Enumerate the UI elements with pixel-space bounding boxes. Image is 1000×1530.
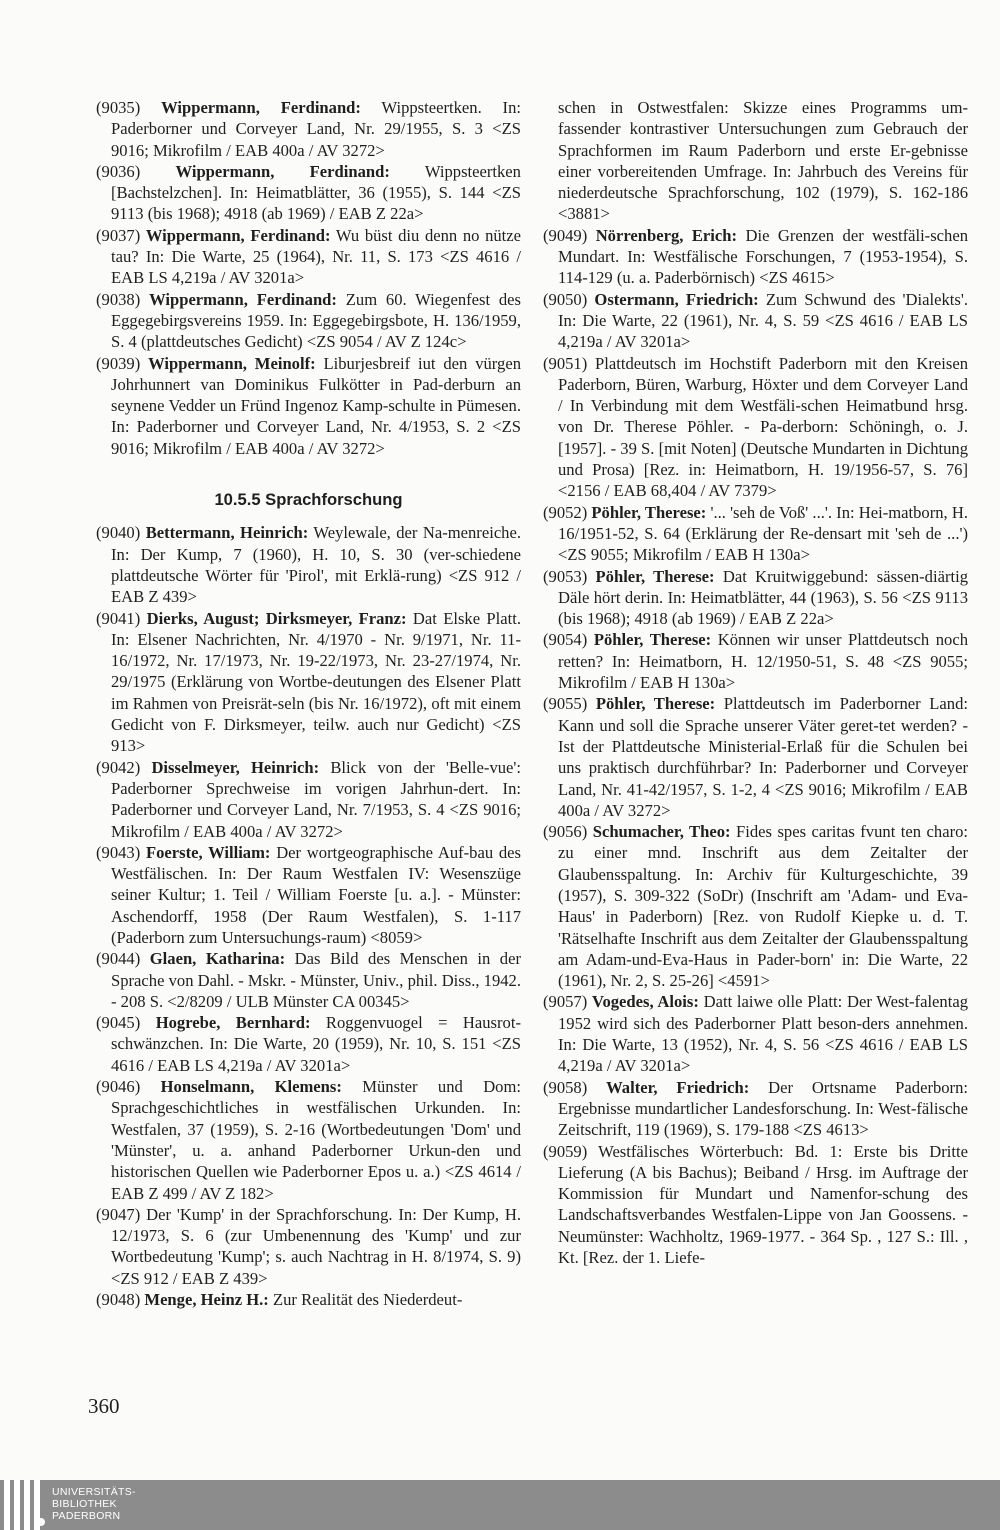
bib-entry-9046: (9046) Honselmann, Klemens: Münster und Dom: Sprachgeschichtliches in westfälischen Urkunden. In: Westfalen, 37 (1959), S. 2-16 (Wortbedeutungen 'Dom' und 'Münster', u. a. anhand Paderborner Urkun-den und historischen Quellen wie Paderborner Epos u. a.) <ZS 4614 / EAB Z 499 / AV Z 182> [96,1077,521,1203]
bib-entry-9053: (9053) Pöhler, Therese: Dat Kruitwiggebund: sässen-diärtig Däle hört derin. In: Heimatblätter, 44 (1963), S. 56 <ZS 9113 (bis 1968); 4918 (ab 1969) / EAB Z 22a> [543,566,968,629]
entry-author: Hogrebe, Bernhard: [155,1013,311,1033]
entry-text: Roggenvuogel = Hausrot-schwänzchen. In: Die Warte, 20 (1959), Nr. 10, S. 151 <ZS 4616 / EAB LS 4,219a / AV 3201a> [111,1013,521,1075]
bib-entry-9039: (9039) Wippermann, Meinolf: Liburjesbreif iut den vürgen Johrhunnert van Dominikus Fulkötter in Pad-derburn an seynene Vedder un Fründ Ingenoz Kamp-schulte in Pümesen. In: Paderborner und Corveyer Land, Nr. 4/1953, S. 2 <ZS 9016; Mikrofilm / EAB 400a / AV 3272> [96,353,521,458]
logo-dot-icon [37,1518,45,1526]
entry-author: Dierks, August; Dirksmeyer, Franz: [146,608,407,628]
entry-author: Disselmeyer, Heinrich: [151,757,320,777]
entry-author: Pöhler, Therese: [593,630,712,650]
entry-text: Weylewale, der Na-menreiche. In: Der Kump, 7 (1960), H. 10, S. 30 (ver-schiedene plattdeutsche Wörter für 'Pirol', mit Erklä-rung) <ZS 912 / EAB Z 439> [111,523,521,607]
entry-text: Dat Kruitwiggebund: sässen-diärtig Däle hört derin. In: Heimatblätter, 44 (1963), S. 56 <ZS 9113 (bis 1968); 4918 (ab 1969) / EAB Z 22a> [558,566,968,629]
entry-text: Der 'Kump' in der Sprachforschung. In: Der Kump, H. 12/1973, S. 6 (zur Umbenennung des 'Kump' und zur Wortbedeutung 'Kump'; s. auch Nachtrag in H. 8/1974, S. 9) <ZS 912 / EAB Z 439> [111,1204,521,1288]
entry-text: '... 'seh de Voß' ...'. In: Hei-matborn, H. 16/1951-52, S. 64 (Erklärung der Re-densart mit 'seh de ...') <ZS 9055; Mikrofilm / EAB H 130a> [558,502,968,565]
bib-entry-9038: (9038) Wippermann, Ferdinand: Zum 60. Wiegenfest des Eggegebirgsvereins 1959. In: Eggegebirgsbote, H. 136/1959, S. 4 (plattdeutsches Gedicht) <ZS 9054 / AV Z 124c> [96,289,522,352]
bib-entry-9059: (9059) Westfälisches Wörterbuch: Bd. 1: Erste bis Dritte Lieferung (A bis Bachus); Beiband / Hrsg. im Auftrage der Kommission für Mundart und Namenfor-schung des Landschaftsverbandes Westfalen-Lippe von Jan Goossens. - Neumünster: Wachholtz, 1969-1977. - 364 Sp. , 127 S.: Ill. , Kt. [Rez. der 1. Liefe- [543,1141,968,1268]
entry-author: Glaen, Katharina: [149,949,286,969]
entry-text: Zum Schwund des 'Dialekts'. In: Die Warte, 22 (1961), Nr. 4, S. 59 <ZS 4616 / EAB LS 4,219a / AV 3201a> [558,289,968,352]
bib-entry-9041: (9041) Dierks, August; Dirksmeyer, Franz: Dat Elske Platt. In: Elsener Nachrichten, Nr. 4/1970 - Nr. 9/1971, Nr. 11-16/1972, Nr. 17/1973, Nr. 19-22/1973, Nr. 23-27/1974, Nr. 29/1975 (Erklärung von Wortbe-deutungen des Elsener Platt im Rahmen von Preisrät-seln (bis Nr. 16/1972), oft mit einem Gedicht von F. Dirksmeyer, teilw. auch nur Gedicht) <ZS 913> [96,608,521,756]
entry-author: Honselmann, Klemens: [160,1077,342,1097]
bib-entry-9040: (9040) Bettermann, Heinrich: Weylewale, der Na-menreiche. In: Der Kump, 7 (1960), H. 10, S. 30 (ver-schiedene plattdeutsche Wörter für 'Pirol', mit Erklä-rung) <ZS 912 / EAB Z 439> [96,523,521,607]
right-column [543,97,968,1268]
entry-text: Münster und Dom: Sprachgeschichtliches in westfälischen Urkunden. In: Westfalen, 37 (1959), S. 2-16 (Wortbedeutungen 'Dom' und 'Münster', u. a. anhand Paderborner Urkun-den und historischen Quellen wie Paderborner Epos u. a.) <ZS 4614 / EAB Z 499 / AV Z 182> [111,1077,521,1203]
entry-author: Vogedes, Alois: [591,992,699,1012]
entry-author: Walter, Friedrich: [606,1077,750,1097]
left-column [96,97,521,1310]
bib-entry-9052: (9052) Pöhler, Therese: '... 'seh de Voß' ...'. In: Hei-matborn, H. 16/1951-52, S. 64 (Erklärung der Re-densart mit 'seh de ...') <ZS 9055; Mikrofilm / EAB H 130a> [543,502,968,565]
entry-text: Liburjesbreif iut den vürgen Johrhunnert van Dominikus Fulkötter in Pad-derburn an seynene Vedder un Fründ Ingenoz Kamp-schulte in Pümesen. In: Paderborner und Corveyer Land, Nr. 4/1953, S. 2 <ZS 9016; Mikrofilm / EAB 400a / AV 3272> [111,353,521,458]
bib-entry-9051: (9051) Plattdeutsch im Hochstift Paderborn mit den Kreisen Paderborn, Büren, Warburg, Höxter und dem Corveyer Land / In Verbindung mit dem Westfäli-schen Heimatbund hrsg. von Dr. Therese Pöhler. - Pa-derborn: Schöningh, o. J. [1957]. - 39 S. [mit Noten] (Deutsche Mundarten in Dichtung und Prosa) [Rez. in: Heimatborn, H. 19/1956-57, S. 76] <2156 / EAB 68,404 / AV 7379> [543,353,968,501]
bib-entry-9050: (9050) Ostermann, Friedrich: Zum Schwund des 'Dialekts'. In: Die Warte, 22 (1961), Nr. 4, S. 59 <ZS 4616 / EAB LS 4,219a / AV 3201a> [543,289,968,352]
entry-text: Die Grenzen der westfäli-schen Mundart. In: Westfälische Forschungen, 7 (1953-1954), S. 114-129 (u. a. Paderbörnisch) <ZS 4615> [558,225,968,288]
bib-entry-9048-continued: schen in Ostwestfalen: Skizze eines Programms um-fassender kontrastiver Untersuchungen zum Gebrauch der Sprachformen im Raum Paderborn und erste Er-gebnisse einer vorbereitenden Umfrage. In: Jahrbuch des Vereins für niederdeutsche Sprachforschung, 102 (1979), S. 162-186 <3881> [558,98,968,224]
entry-author: Pöhler, Therese: [591,502,707,522]
entry-text: Wu büst diu denn no nütze tau? In: Die Warte, 25 (1964), Nr. 11, S. 173 <ZS 4616 / EAB LS 4,219a / AV 3201a> [111,225,522,288]
bib-entry-9054: (9054) Pöhler, Therese: Können wir unser Plattdeutsch noch retten? In: Heimatborn, H. 12/1950-51, S. 48 <ZS 9055; Mikrofilm / EAB H 130a> [543,630,968,693]
entry-text: Der Ortsname Paderborn: Ergebnisse mundartlicher Landesforschung. In: West-fälische Zeitschrift, 119 (1969), S. 179-188 <ZS 4613> [558,1077,968,1140]
entry-author: Ostermann, Friedrich: [594,289,759,309]
entry-author: Schumacher, Theo: [592,822,731,842]
bib-entry-9048: (9048) Menge, Heinz H.: Zur Realität des Niederdeut- [96,1290,463,1310]
bib-entry-9036: (9036) Wippermann, Ferdinand: Wippsteertken [Bachstelzchen]. In: Heimatblätter, 36 (1955), S. 144 <ZS 9113 (bis 1968); 4918 (ab 1969) / EAB Z 22a> [96,161,521,224]
entry-text: Zur Realität des Niederdeut- [272,1290,463,1310]
page-number: 360 [88,1394,120,1418]
bib-entry-9047: (9047) Der 'Kump' in der Sprachforschung. In: Der Kump, H. 12/1973, S. 6 (zur Umbenennung des 'Kump' und zur Wortbedeutung 'Kump'; s. auch Nachtrag in H. 8/1974, S. 9) <ZS 912 / EAB Z 439> [96,1204,521,1288]
entry-author: Wippermann, Ferdinand: [145,225,331,245]
bib-entry-9056: (9056) Schumacher, Theo: Fides spes caritas fvunt ten charo: zu einer mnd. Inschrift aus dem Zeitalter der Glaubensspaltung. In: Archiv für Kulturgeschichte, 39 (1957), S. 309-322 (SoDr) (Inschrift am 'Adam- und Eva-Haus' in Paderborn) [Rez. von Rudolf Kiepke u. d. T. 'Rätselhafte Inschrift aus dem Zeitalter der Glaubensspaltung am Adam-und-Eva-Haus in Pader-born' in: Die Warte, 22 (1961), Nr. 2, S. 25-26] <4591> [543,822,969,991]
bib-entry-9057: (9057) Vogedes, Alois: Datt laiwe olle Platt: Der West-falentag 1952 wird sich des Paderborner Platt beson-ders annehmen. In: Die Warte, 13 (1952), Nr. 4, S. 56 <ZS 4616 / EAB LS 4,219a / AV 3201a> [543,992,968,1076]
entry-text: Fides spes caritas fvunt ten charo: zu einer mnd. Inschrift aus dem Zeitalter der Glaubensspaltung. In: Archiv für Kulturgeschichte, 39 (1957), S. 309-322 (SoDr) (Inschrift am 'Adam- und Eva-Haus' in Paderborn) [Rez. von Rudolf Kiepke u. d. T. 'Rätselhafte Inschrift aus dem Zeitalter der Glaubensspaltung am Adam-und-Eva-Haus in Pader-born' in: Die Warte, 22 (1961), Nr. 2, S. 25-26] <4591> [558,822,969,991]
entry-text: Plattdeutsch im Paderborner Land: Kann und soll die Sprache unserer Väter geret-tet werden? - Ist der Plattdeutsche Ministerial-Erlaß für die Schulen bei uns praktisch durchführbar? In: Paderborner und Corveyer Land, Nr. 41-42/1957, S. 1-2, 4 <ZS 9016; Mikrofilm / EAB 400a / AV 3272> [558,694,968,820]
bib-entry-9043: (9043) Foerste, William: Der wortgeographische Auf-bau des Westfälischen. In: Der Raum Westfalen IV: Wesenszüge seiner Kultur; 1. Teil / William Foerste [u. a.]. - Münster: Aschendorff, 1958 (Der Raum Westfalen), S. 1-117 (Paderborn zum Untersuchungs-raum) <8059> [96,842,521,947]
bib-entry-9058: (9058) Walter, Friedrich: Der Ortsname Paderborn: Ergebnisse mundartlicher Landesforschung. In: West-fälische Zeitschrift, 119 (1969), S. 179-188 <ZS 4613> [543,1077,968,1140]
entry-author: Pöhler, Therese: [595,694,716,714]
entry-author: Nörrenberg, Erich: [595,225,738,245]
bib-entry-9042: (9042) Disselmeyer, Heinrich: Blick von der 'Belle-vue': Paderborner Sprechweise im vorigen Jahrhun-dert. In: Paderborner und Corveyer Land, Nr. 7/1953, S. 4 <ZS 9016; Mikrofilm / EAB 400a / AV 3272> [96,757,521,841]
entry-text: Datt laiwe olle Platt: Der West-falentag 1952 wird sich des Paderborner Platt beson-ders annehmen. In: Die Warte, 13 (1952), Nr. 4, S. 56 <ZS 4616 / EAB LS 4,219a / AV 3201a> [558,992,968,1076]
entry-text: Westfälisches Wörterbuch: Bd. 1: Erste bis Dritte Lieferung (A bis Bachus); Beiband / Hrsg. im Auftrage der Kommission für Mundart und Namenfor-schung des Landschaftsverbandes Westfalen-Lippe von Jan Goossens. - Neumünster: Wachholtz, 1969-1977. - 364 Sp. , 127 S.: Ill. , Kt. [Rez. der 1. Liefe- [558,1141,968,1268]
entry-author: Wippermann, Ferdinand: [149,289,337,309]
entry-author: Wippermann, Ferdinand: [175,161,390,181]
entry-author: Wippermann, Ferdinand: [161,98,361,117]
entry-author: Bettermann, Heinrich: [145,523,309,543]
library-footer-bar [0,1480,1000,1530]
entry-text: Wippsteertken [Bachstelzchen]. In: Heimatblätter, 36 (1955), S. 144 <ZS 9113 (bis 1968); 4918 (ab 1969) / EAB Z 22a> [111,161,521,224]
bib-entry-9049: (9049) Nörrenberg, Erich: Die Grenzen der westfäli-schen Mundart. In: Westfälische Forschungen, 7 (1953-1954), S. 114-129 (u. a. Paderbörnisch) <ZS 4615> [543,225,968,288]
entry-text: Können wir unser Plattdeutsch noch retten? In: Heimatborn, H. 12/1950-51, S. 48 <ZS 9055; Mikrofilm / EAB H 130a> [558,630,968,693]
entry-text: Das Bild des Menschen in der Sprache von Dahl. - Mskr. - Münster, Univ., phil. Diss., 1942. - 208 S. <2/8209 / ULB Münster CA 00345> [111,949,521,1011]
entry-author: Menge, Heinz H.: [144,1290,269,1310]
entry-author: Wippermann, Meinolf: [148,353,316,373]
entry-text: Blick von der 'Belle-vue': Paderborner Sprechweise im vorigen Jahrhun-dert. In: Paderborner und Corveyer Land, Nr. 7/1953, S. 4 <ZS 9016; Mikrofilm / EAB 400a / AV 3272> [111,757,521,841]
bib-entry-9037: (9037) Wippermann, Ferdinand: Wu büst diu denn no nütze tau? In: Die Warte, 25 (1964), Nr. 11, S. 173 <ZS 4616 / EAB LS 4,219a / AV 3201a> [96,225,522,288]
library-logo-text: UNIVERSITÄTS- BIBLIOTHEK PADERBORN [52,1486,136,1522]
bib-entry-9035: (9035) Wippermann, Ferdinand: Wippsteertken. In: Paderborner und Corveyer Land, Nr. 29/1955, S. 3 <ZS 9016; Mikrofilm / EAB 400a / AV 3272> [96,98,521,160]
bib-entry-9045: (9045) Hogrebe, Bernhard: Roggenvuogel = Hausrot-schwänzchen. In: Die Warte, 20 (1959), Nr. 10, S. 151 <ZS 4616 / EAB LS 4,219a / AV 3201a> [96,1013,521,1075]
entry-text: Wippsteertken. In: Paderborner und Corveyer Land, Nr. 29/1955, S. 3 <ZS 9016; Mikrofilm / EAB 400a / AV 3272> [111,98,521,160]
entry-text: Dat Elske Platt. In: Elsener Nachrichten, Nr. 4/1970 - Nr. 9/1971, Nr. 11-16/1972, Nr. 17/1973, Nr. 19-22/1973, Nr. 23-27/1974, Nr. 29/1975 (Erklärung von Wortbe-deutungen des Elsener Platt im Rahmen von Preisrät-seln (bis Nr. 16/1972), oft mit einem Gedicht von F. Dirksmeyer, teilw. auch nur Gedicht) <ZS 913> [111,608,521,756]
entry-author: Foerste, William: [145,842,271,862]
bib-entry-9044: (9044) Glaen, Katharina: Das Bild des Menschen in der Sprache von Dahl. - Mskr. - Münster, Univ., phil. Diss., 1942. - 208 S. <2/8209 / ULB Münster CA 00345> [96,949,521,1011]
entry-text: Zum 60. Wiegenfest des Eggegebirgsvereins 1959. In: Eggegebirgsbote, H. 136/1959, S. 4 (plattdeutsches Gedicht) <ZS 9054 / AV Z 124c> [111,289,522,352]
bib-entry-9055: (9055) Pöhler, Therese: Plattdeutsch im Paderborner Land: Kann und soll die Sprache unserer Väter geret-tet werden? - Ist der Plattdeutsche Ministerial-Erlaß für die Schulen bei uns praktisch durchführbar? In: Paderborner und Corveyer Land, Nr. 41-42/1957, S. 1-2, 4 <ZS 9016; Mikrofilm / EAB 400a / AV 3272> [543,694,968,820]
section-heading: 10.5.5 Sprachforschung [214,490,403,510]
entry-text: Plattdeutsch im Hochstift Paderborn mit den Kreisen Paderborn, Büren, Warburg, Höxter und dem Corveyer Land / In Verbindung mit dem Westfäli-schen Heimatbund hrsg. von Dr. Therese Pöhler. - Pa-derborn: Schöningh, o. J. [1957]. - 39 S. [mit Noten] (Deutsche Mundarten in Dichtung und Prosa) [Rez. in: Heimatborn, H. 19/1956-57, S. 76] <2156 / EAB 68,404 / AV 7379> [558,353,968,501]
entry-author: Pöhler, Therese: [595,566,715,586]
entry-text: Der wortgeographische Auf-bau des Westfälischen. In: Der Raum Westfalen IV: Wesenszüge seiner Kultur; 1. Teil / William Foerste [u. a.]. - Münster: Aschendorff, 1958 (Der Raum Westfalen), S. 1-117 (Paderborn zum Untersuchungs-raum) <8059> [111,842,521,947]
